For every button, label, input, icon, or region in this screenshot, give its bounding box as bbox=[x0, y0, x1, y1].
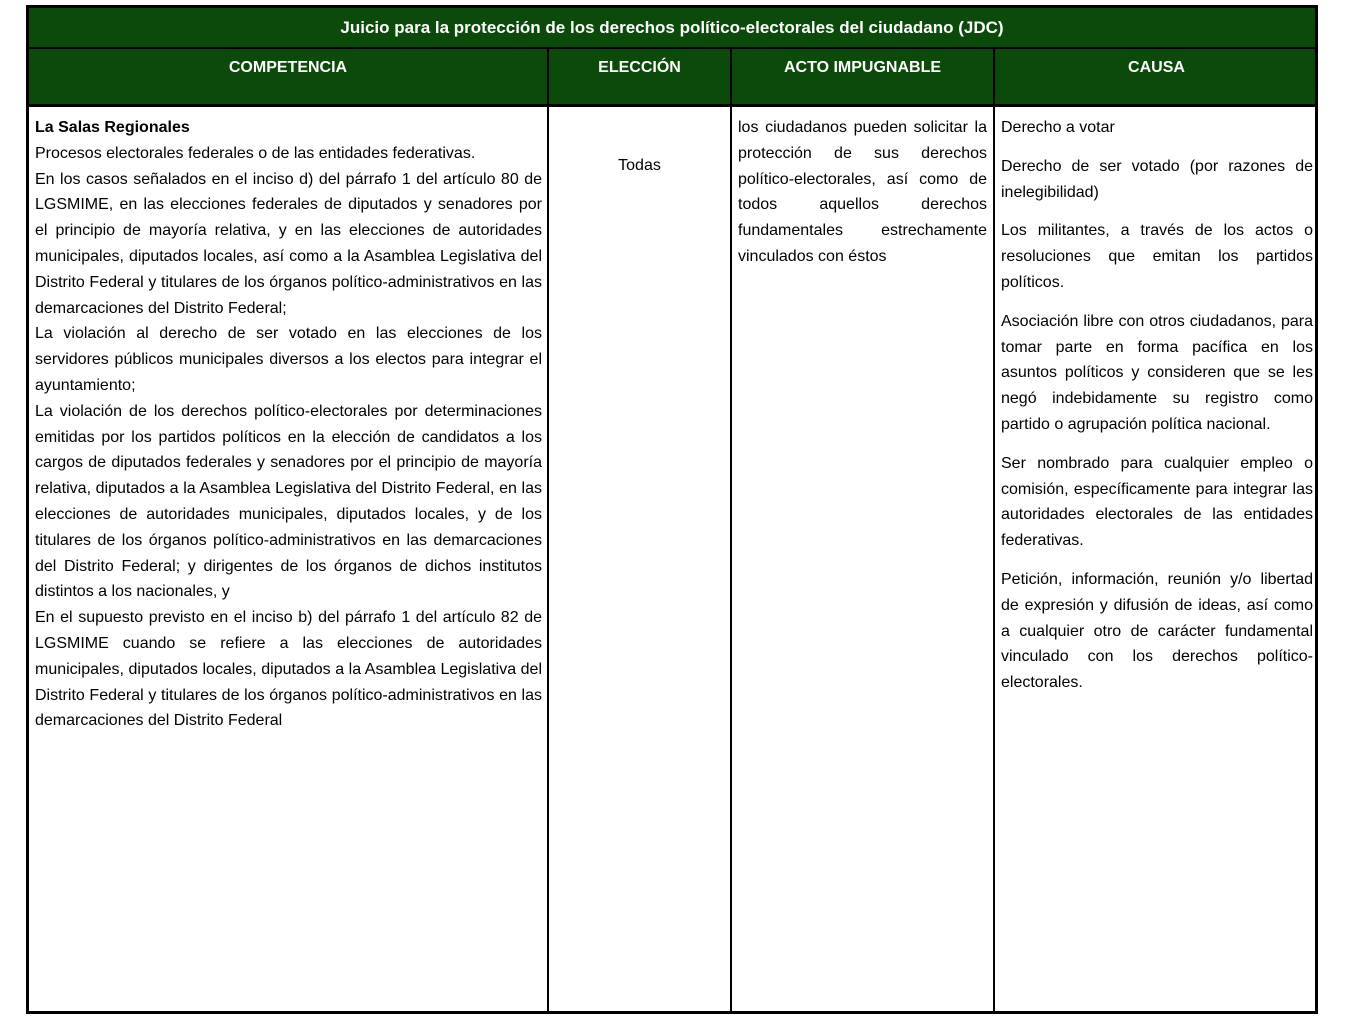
competencia-paragraph: Procesos electorales federales o de las entidades federativas. bbox=[35, 144, 476, 162]
acto-impugnable-text: los ciudadanos pueden solicitar la protección de sus derechos político-electorales, así como de todos aquellos derechos fundamentales estrechamente vinculados con éstos bbox=[738, 119, 987, 265]
causa-item: Asociación libre con otros ciudadanos, para tomar parte en forma pacífica en los asuntos políticos y consideren que se les negó indebidamente su registro como partido o agrupación política nacional. bbox=[1001, 312, 1313, 433]
cell-eleccion bbox=[549, 107, 732, 1011]
competencia-paragraph: La violación de los derechos político-electorales por determinaciones emitidas por los partidos políticos en la elección de candidatos a los cargos de diputados federales y senadores por el principio de mayoría relativa, diputados a la Asamblea Legislativa del Distrito Federal, en las elecciones de autoridades municipales, diputados locales, y de los titulares de los órganos político-administrativos en las demarcaciones del Distrito Federal; y dirigentes de los órganos de dichos institutos distintos a los nacionales, y bbox=[35, 402, 542, 601]
header-competencia: COMPETENCIA bbox=[29, 49, 549, 104]
jdc-table bbox=[26, 5, 1318, 1014]
causa-item: Ser nombrado para cualquier empleo o comisión, específicamente para integrar las autoridades electorales de las entidades federativas. bbox=[1001, 454, 1313, 550]
eleccion-value: Todas bbox=[618, 157, 661, 174]
competencia-paragraph: En el supuesto previsto en el inciso b) del párrafo 1 del artículo 82 de LGSMIME cuando se refiere a las elecciones de autoridades municipales, diputados locales, diputados a la Asamblea Legislativa del Distrito Federal y titulares de los órganos político-administrativos en las demarcaciones del Distrito Federal bbox=[35, 609, 542, 730]
competencia-paragraph: En los casos señalados en el inciso d) del párrafo 1 del artículo 80 de LGSMIME, en las elecciones federales de diputados y senadores por el principio de mayoría relativa, y en las elecciones de autoridades municipales, diputados locales, así como a la Asamblea Legislativa del Distrito Federal y titulares de los órganos político-administrativos en las demarcaciones del Distrito Federal; bbox=[35, 170, 542, 317]
causa-item: Derecho de ser votado (por razones de inelegibilidad) bbox=[1001, 157, 1313, 201]
competencia-title: La Salas Regionales bbox=[35, 119, 190, 136]
header-acto-impugnable: ACTO IMPUGNABLE bbox=[732, 49, 995, 104]
header-causa: CAUSA bbox=[1128, 59, 1185, 76]
causa-item: Petición, información, reunión y/o libertad de expresión y difusión de ideas, así como a cualquier otro de carácter fundamental vinculado con los derechos político-electorales. bbox=[1001, 570, 1313, 692]
table-body-row bbox=[29, 107, 1315, 1011]
cell-acto-impugnable bbox=[732, 107, 995, 1011]
causa-item: Los militantes, a través de los actos o resoluciones que emitan los partidos políticos. bbox=[1001, 222, 1313, 291]
competencia-paragraph: La violación al derecho de ser votado en las elecciones de los servidores públicos municipales diversos a los electos para integrar el ayuntamiento; bbox=[35, 325, 542, 394]
cell-causa bbox=[995, 107, 1318, 1011]
header-eleccion: ELECCIÓN bbox=[549, 49, 732, 104]
table-header-row bbox=[29, 49, 1315, 107]
causa-item: Derecho a votar bbox=[1001, 119, 1115, 136]
table-title: Juicio para la protección de los derechos político-electorales del ciudadano (JDC) bbox=[29, 8, 1315, 49]
cell-competencia bbox=[29, 107, 549, 1011]
